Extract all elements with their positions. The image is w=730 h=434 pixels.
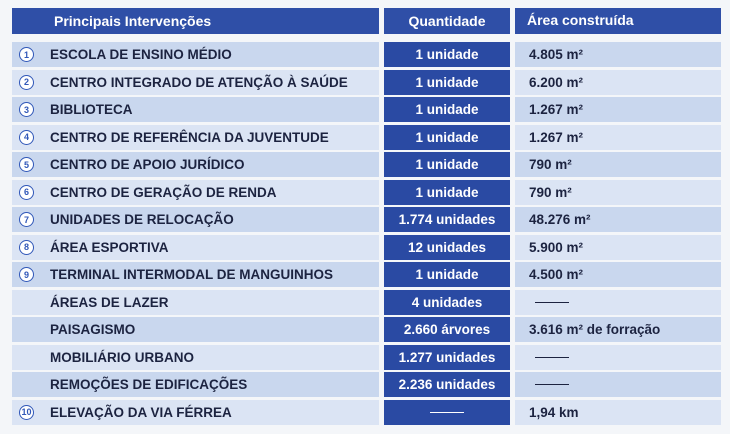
number-badge-icon: 4 [19,130,34,145]
table-row [12,344,721,372]
intervention-name-cell [12,125,379,150]
table-row [12,371,721,399]
number-badge-icon: 8 [19,240,34,255]
intervention-name-cell [12,97,379,122]
built-area-cell: 5.900 m² [515,235,721,260]
built-area-cell: 1,94 km [515,400,721,425]
quantity-cell: 1.774 unidades [384,207,510,232]
built-area-cell [515,345,721,370]
intervention-name-cell [12,372,379,397]
built-area-cell: 3.616 m² de forração [515,317,721,342]
intervention-name-cell [12,345,379,370]
table-row [12,124,721,152]
intervention-label: CENTRO DE APOIO JURÍDICO [50,157,245,172]
intervention-label: CENTRO DE GERAÇÃO DE RENDA [50,184,277,200]
intervention-name-cell [12,262,379,287]
empty-dash [535,357,569,358]
intervention-label: CENTRO DE REFERÊNCIA DA JUVENTUDE [50,129,329,145]
number-badge-icon: 2 [19,75,34,90]
intervention-label: REMOÇÕES DE EDIFICAÇÕES [50,377,248,392]
number-badge-icon: 5 [19,157,34,172]
intervention-label: ÁREA ESPORTIVA [50,239,169,255]
intervention-name-cell [12,400,379,425]
table-body [12,41,721,426]
quantity-cell: 1 unidade [384,97,510,122]
header-interventions: Principais Intervenções [12,8,379,34]
header-quantity: Quantidade [384,8,510,34]
quantity-cell: 1 unidade [384,180,510,205]
intervention-label: TERMINAL INTERMODAL DE MANGUINHOS [50,267,333,282]
empty-dash [430,412,464,413]
intervention-label: ÁREAS DE LAZER [50,294,169,310]
built-area-cell: 790 m² [515,152,721,177]
intervention-name-cell [12,42,379,67]
built-area-cell: 6.200 m² [515,70,721,95]
table-row [12,206,721,234]
quantity-cell: 2.236 unidades [384,372,510,397]
built-area-cell: 4.805 m² [515,42,721,67]
number-badge-icon: 10 [19,405,34,420]
intervention-name-cell [12,235,379,260]
number-badge-icon: 1 [19,47,34,62]
quantity-cell: 1 unidade [384,152,510,177]
header-built-area: Área construída [515,8,721,34]
built-area-cell: 1.267 m² [515,125,721,150]
intervention-name-cell [12,180,379,205]
number-badge-icon: 9 [19,267,34,282]
intervention-name-cell [12,70,379,95]
quantity-cell [384,400,510,425]
table-row [12,316,721,344]
quantity-cell: 2.660 árvores [384,317,510,342]
table-row [12,234,721,262]
table-row [12,41,721,69]
quantity-cell: 1 unidade [384,70,510,95]
intervention-label: ESCOLA DE ENSINO MÉDIO [50,47,232,62]
intervention-label: MOBILIÁRIO URBANO [50,349,194,365]
table-row [12,151,721,179]
table-row [12,179,721,207]
number-badge-icon: 6 [19,185,34,200]
intervention-name-cell [12,152,379,177]
intervention-label: CENTRO INTEGRADO DE ATENÇÃO À SAÚDE [50,74,348,90]
quantity-cell: 1.277 unidades [384,345,510,370]
built-area-cell: 4.500 m² [515,262,721,287]
table-row [12,399,721,427]
table-row [12,289,721,317]
table-row [12,69,721,97]
quantity-cell: 1 unidade [384,262,510,287]
intervention-label: ELEVAÇÃO DA VIA FÉRREA [50,404,232,420]
quantity-cell: 1 unidade [384,125,510,150]
number-badge-icon: 3 [19,102,34,117]
built-area-cell: 1.267 m² [515,97,721,122]
intervention-label: UNIDADES DE RELOCAÇÃO [50,212,234,227]
intervention-name-cell [12,290,379,315]
table-row [12,261,721,289]
empty-dash [535,302,569,303]
built-area-cell [515,290,721,315]
quantity-cell: 4 unidades [384,290,510,315]
number-badge-icon: 7 [19,212,34,227]
quantity-cell: 1 unidade [384,42,510,67]
table-row [12,96,721,124]
built-area-cell: 790 m² [515,180,721,205]
intervention-label: BIBLIOTECA [50,102,133,117]
intervention-name-cell [12,317,379,342]
built-area-cell: 48.276 m² [515,207,721,232]
empty-dash [535,384,569,385]
quantity-cell: 12 unidades [384,235,510,260]
intervention-name-cell [12,207,379,232]
intervention-label: PAISAGISMO [50,322,136,337]
built-area-cell [515,372,721,397]
